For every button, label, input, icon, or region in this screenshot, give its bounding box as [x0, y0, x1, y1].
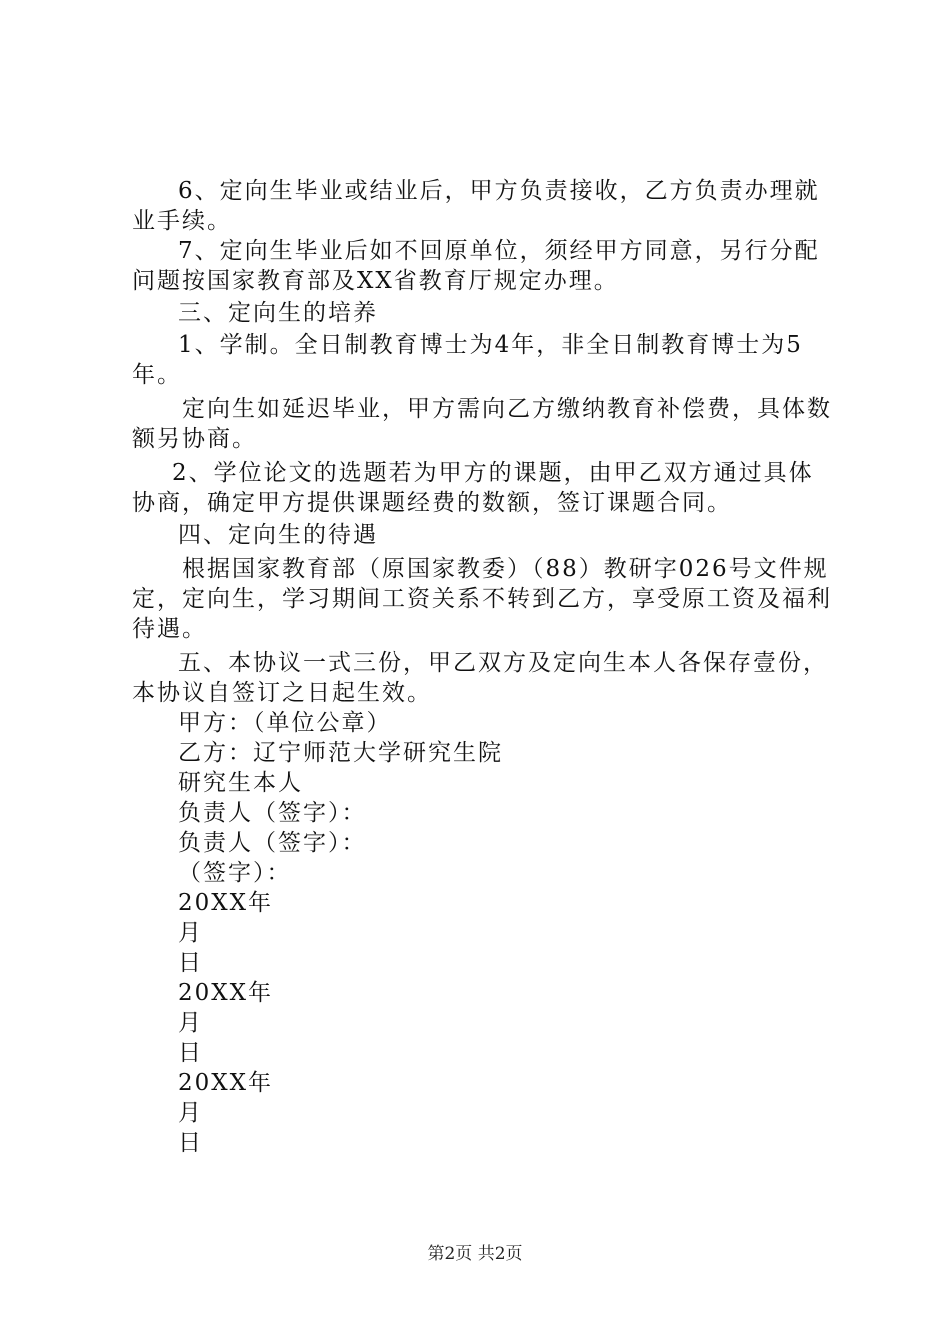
paragraph-delay-compensation: 定向生如延迟毕业，甲方需向乙方缴纳教育补偿费，具体数额另协商。 — [132, 396, 832, 452]
paragraph-thesis-topic: 2、学位论文的选题若为甲方的课题，由甲乙双方通过具体协商，确定甲方提供课题经费的数额，签订课题合同。 — [132, 460, 814, 516]
signature-party-b: 乙方：辽宁师范大学研究生院 — [178, 740, 503, 766]
date-day-3: 日 — [178, 1130, 203, 1156]
document-body — [132, 176, 832, 1158]
date-day-1: 日 — [178, 950, 203, 976]
signature-responsible-b: 负责人（签字）： — [178, 830, 367, 856]
date-day-2: 日 — [178, 1040, 203, 1066]
paragraph-clause-7: 7、定向生毕业后如不回原单位，须经甲方同意，另行分配问题按国家教育部及XX省教育厅规定办理。 — [132, 238, 820, 294]
signature-responsible-a: 负责人（签字）： — [178, 800, 367, 826]
date-year-1: 20XX年 — [178, 890, 274, 916]
date-month-2: 月 — [178, 1010, 203, 1036]
section-heading-training: 三、定向生的培养 — [178, 300, 378, 326]
date-year-3: 20XX年 — [178, 1070, 274, 1096]
paragraph-clause-6: 6、定向生毕业或结业后，甲方负责接收，乙方负责办理就业手续。 — [132, 178, 820, 234]
signature-student-sign: （签字）： — [178, 860, 292, 886]
paragraph-duration: 1、学制。全日制教育博士为4年，非全日制教育博士为5年。 — [132, 332, 803, 388]
date-month-1: 月 — [178, 920, 203, 946]
date-month-3: 月 — [178, 1100, 203, 1126]
page-number-footer: 第2页 共2页 — [427, 1244, 523, 1264]
paragraph-salary-policy: 根据国家教育部（原国家教委）（88）教研字026号文件规定，定向生，学习期间工资关系不转到乙方，享受原工资及福利待遇。 — [132, 556, 832, 642]
date-year-2: 20XX年 — [178, 980, 274, 1006]
paragraph-copies-effective: 五、本协议一式三份，甲乙双方及定向生本人各保存壹份，本协议自签订之日起生效。 — [132, 650, 828, 706]
section-heading-treatment: 四、定向生的待遇 — [178, 522, 378, 548]
signature-party-a: 甲方：（单位公章） — [178, 710, 392, 736]
signature-student: 研究生本人 — [178, 770, 303, 796]
